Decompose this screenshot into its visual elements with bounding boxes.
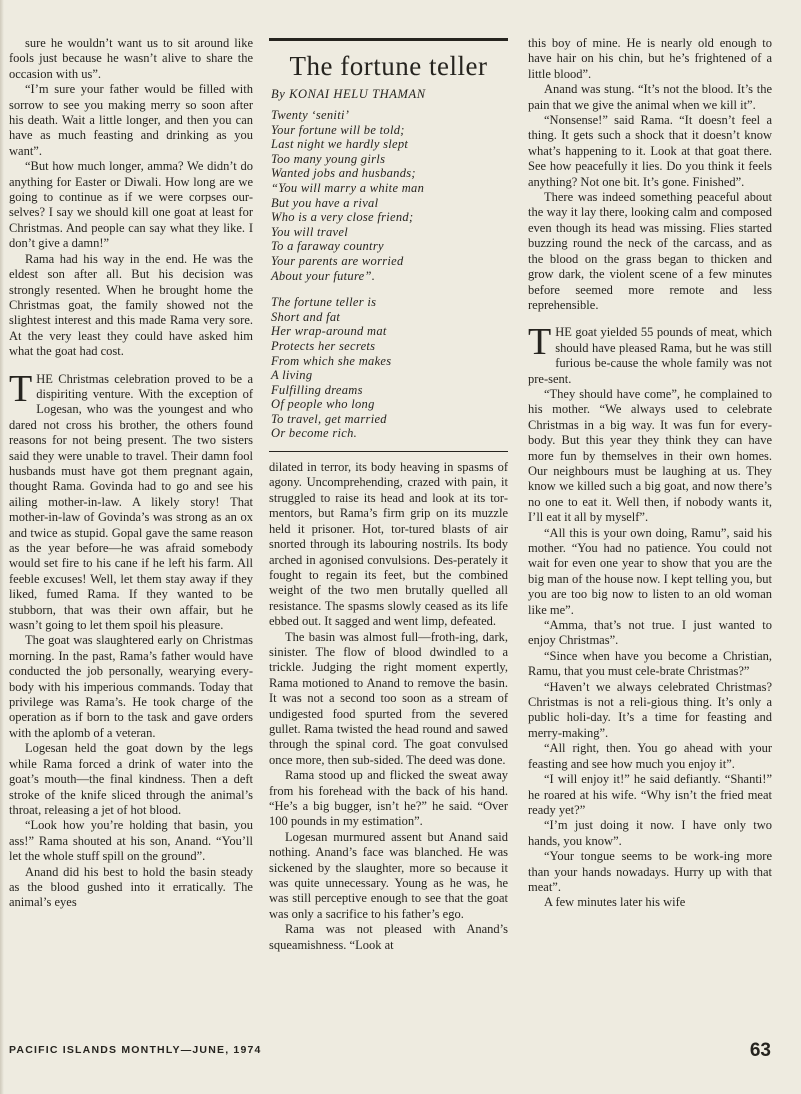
- poem-line: Short and fat: [271, 309, 341, 324]
- poem-line: Too many young girls: [271, 151, 386, 166]
- poem-title: The fortune teller: [289, 51, 488, 81]
- paragraph: “Look how you’re holding that basin, you ass!” Rama shouted at his son, Anand. “You’ll let the whole stuff spill on the ground”.: [9, 818, 253, 864]
- paragraph: “Amma, that’s not true. I just wanted to enjoy Christmas”.: [528, 618, 772, 648]
- poem-stanzas: [271, 108, 506, 441]
- column-2-text: [269, 460, 508, 953]
- paragraph: dilated in terror, its body heaving in spasms of agony. Uncomprehending, crazed with pain, it struggled to raise its head and look at its tor-mentors, but Rama’s firm grip on its muzzle held it prisoner. Hot, tor-tured blasts of air snorted through its labouring nostrils. Its body arched in agonised convulsions. Des-perately it fought to regain its feet, but the combined weight of the two men brutally quelled all resistance. The spasms slowly ceased as its life ebbed out. It sagged and went limp, defeated.: [269, 460, 508, 629]
- drop-cap: T: [528, 321, 552, 364]
- paragraph: “I’m just doing it now. I have only two hands, you know”.: [528, 818, 772, 848]
- poem-line: A living: [271, 368, 313, 383]
- paragraph: “But how much longer, amma? We didn’t do anything for Easter or Diwali. How long are we going to continue as if we were corpses our-selves? I say we should kill one goat at least for Christmas. And people can say what they like. I don’t give a damn!”: [9, 159, 253, 251]
- poem-line: Your parents are worried: [271, 253, 404, 268]
- poem-line: But you have a rival: [271, 195, 379, 210]
- paragraph: Rama stood up and flicked the sweat away from his forehead with the back of his hand. “He’s a big bugger, isn’t he?” he said. “Over 100 pounds in my estimation”.: [269, 768, 508, 829]
- paragraph-text: HE Christmas celebration proved to be a dispiriting venture. With the exception of Logesan, who was the youngest and who dared not cross his brother, the others found reasons for not being present. The two sisters said they were unable to travel. Their damn fool husbands must have got them pregnant again, thought Rama. Govinda had to go and see his ailing mother-in-law. A likely story! That mother-in-law of Govinda’s was strong as an ox and twice as stupid. Gopal gave the same reason as the year before—he was afraid somebody would set fire to his cane if he left his farm. All feeble excuses! Well, let them stay away if they liked, fumed Rama. If they wanted to be stubborn, that was their own affair, but he wasn’t going to let them spoil his pleasure.: [9, 371, 253, 633]
- poem-line: To a faraway country: [271, 239, 384, 254]
- poem-line: Last night we hardly slept: [271, 137, 409, 152]
- poem-stanza: [271, 295, 506, 441]
- poem-line: Or become rich.: [271, 426, 358, 441]
- poem-byline: By KONAI HELU THAMAN: [271, 87, 426, 101]
- poem-line: Fulfilling dreams: [271, 382, 363, 397]
- poem-line: Your fortune will be told;: [271, 122, 405, 137]
- paragraph: Logesan held the goat down by the legs while Rama forced a drink of water into the goat’s mouth—the final kindness. Then a deft stroke of the knife sliced through the animal’s throat, releasing a jet of hot blood.: [9, 741, 253, 817]
- paragraph: this boy of mine. He is nearly old enough to have hair on his chin, but he’s frightened of a little blood”.: [528, 36, 772, 81]
- poem-line: The fortune teller is: [271, 295, 377, 310]
- article-column-3: [528, 36, 772, 911]
- poem-line: About your future”.: [271, 268, 376, 283]
- paragraph: Anand was stung. “It’s not the blood. It’s the pain that we give the animal when we kill it”.: [528, 82, 772, 112]
- paragraph: The goat was slaughtered early on Christmas morning. In the past, Rama’s father would have conducted the job personally, wearying every-body with his imperious commands. Today that privilege was Rama’s. He took charge of the operation as if born to the task and gave orders with the aplomb of a veteran.: [9, 633, 253, 740]
- paragraph: “Haven’t we always celebrated Christmas? Christmas is not a reli-gious thing. It’s only a public holi-day. It’s a time for feasting and merry-making”.: [528, 679, 772, 740]
- paragraph: “All this is your own doing, Ramu”, said his mother. “You had no patience. You could not wait for even one year to show that you are the big man of the house now. I kept telling you, but you are too big now to listen to an old woman like me”.: [528, 525, 772, 617]
- paragraph: “They should have come”, he complained to his mother. “We always used to celebrate Christmas in a big way. It was fun for every-body. But this year they think they can have more fun by themselves in their own homes. Our neighbours must be laughing at us. They know we killed such a big goat, and now there’s no one to eat it. Well then, if nobody wants it, I’ll eat it all by myself”.: [528, 386, 772, 525]
- poem-line: Who is a very close friend;: [271, 210, 414, 225]
- paragraph: Anand did his best to hold the basin steady as the blood gushed into it erratically. The animal’s eyes: [9, 864, 253, 910]
- paragraph: “All right, then. You go ahead with your feasting and see how much you enjoy it”.: [528, 741, 772, 771]
- paragraph: Logesan murmured assent but Anand said nothing. Anand’s face was blanched. He was sickened by the slaughter, more so because it was quite unnecessary. Young as he was, he was still perceptive enough to see that the goat was only a sacrifice to his father’s ego.: [269, 829, 508, 921]
- poem-line: You will travel: [271, 224, 348, 239]
- paragraph-text: HE goat yielded 55 pounds of meat, which should have pleased Rama, but he was still furious be-cause the whole family was not pre-sent.: [528, 325, 772, 386]
- paragraph: There was indeed something peaceful about the way it lay there, looking calm and composed even though its head was missing. Flies started buzzing round the neck of the carcass, and as the blood on the grass began to thicken and grow dark, the violent scene of a few minutes before seemed more remote and less reprehensible.: [528, 190, 772, 312]
- paragraph: “Since when have you become a Christian, Ramu, that you must cele-brate Christmas?”: [528, 648, 772, 679]
- publication-line: PACIFIC ISLANDS MONTHLY—JUNE, 1974: [9, 1044, 262, 1056]
- poem-stanza: [271, 108, 506, 283]
- paragraph: “I’m sure your father would be filled with sorrow to see you making merry so soon after his death. Wait a little longer, and then you can have as much feasting and drinking as you want”.: [9, 82, 253, 158]
- paragraph: Rama was not pleased with Anand’s squeamishness. “Look at: [269, 922, 508, 952]
- poem-line: To travel, get married: [271, 411, 387, 426]
- poem-line: Of people who long: [271, 397, 375, 412]
- poem-box: [269, 38, 508, 452]
- page-footer: [9, 1040, 771, 1064]
- poem-line: Protects her secrets: [271, 338, 376, 353]
- poem-line: Wanted jobs and husbands;: [271, 166, 416, 181]
- paragraph: “I will enjoy it!” he said defiantly. “Shanti!” he roared at his wife. “Why isn’t the fried meat ready yet?”: [528, 772, 772, 817]
- page-gutter-shadow: [0, 0, 4, 1094]
- poem-line: From which she makes: [271, 353, 392, 368]
- article-column-2: [269, 38, 508, 953]
- poem-line: Twenty ‘seniti’: [271, 108, 350, 122]
- article-column-1: [9, 36, 253, 911]
- poem-line: Her wrap-around mat: [271, 324, 387, 339]
- dropcap-paragraph: [528, 321, 772, 387]
- paragraph: A few minutes later his wife: [544, 895, 686, 910]
- poem-line: “You will marry a white man: [271, 180, 425, 195]
- page-number: 63: [749, 1040, 771, 1061]
- paragraph: Rama had his way in the end. He was the eldest son after all. But his decision was strongly resented. When he brought home the Christmas goat, the family showed not the slightest interest and this made Rama very sore. At the very least they could have asked him what the goat had cost.: [9, 251, 253, 359]
- paragraph: sure he wouldn’t want us to sit around like fools just because he wasn’t alive to share the occasion with us”.: [9, 36, 253, 81]
- dropcap-paragraph: [9, 367, 253, 634]
- paragraph: The basin was almost full—froth-ing, dark, sinister. The flow of blood dwindled to a trickle. Judging the right moment expertly, Rama motioned to Anand to remove the basin. It was not a second too soon as a stream of undigested food spurted from the severed gullet. Rama twisted the head round and sawed through the spinal cord. The goat convulsed once more, then sub-sided. The deed was done.: [269, 629, 508, 767]
- paragraph: “Your tongue seems to be work-ing more than your hands nowadays. Hurry up with that meat”.: [528, 849, 772, 894]
- drop-cap: T: [9, 367, 33, 410]
- paragraph: “Nonsense!” said Rama. “It doesn’t feel a thing. It gets such a shock that it doesn’t know what’s happening to it. Look at that goat there. See how peacefully it lies. Do you think it feels anything? Not one bit. It’s gone. Finished”.: [528, 113, 772, 189]
